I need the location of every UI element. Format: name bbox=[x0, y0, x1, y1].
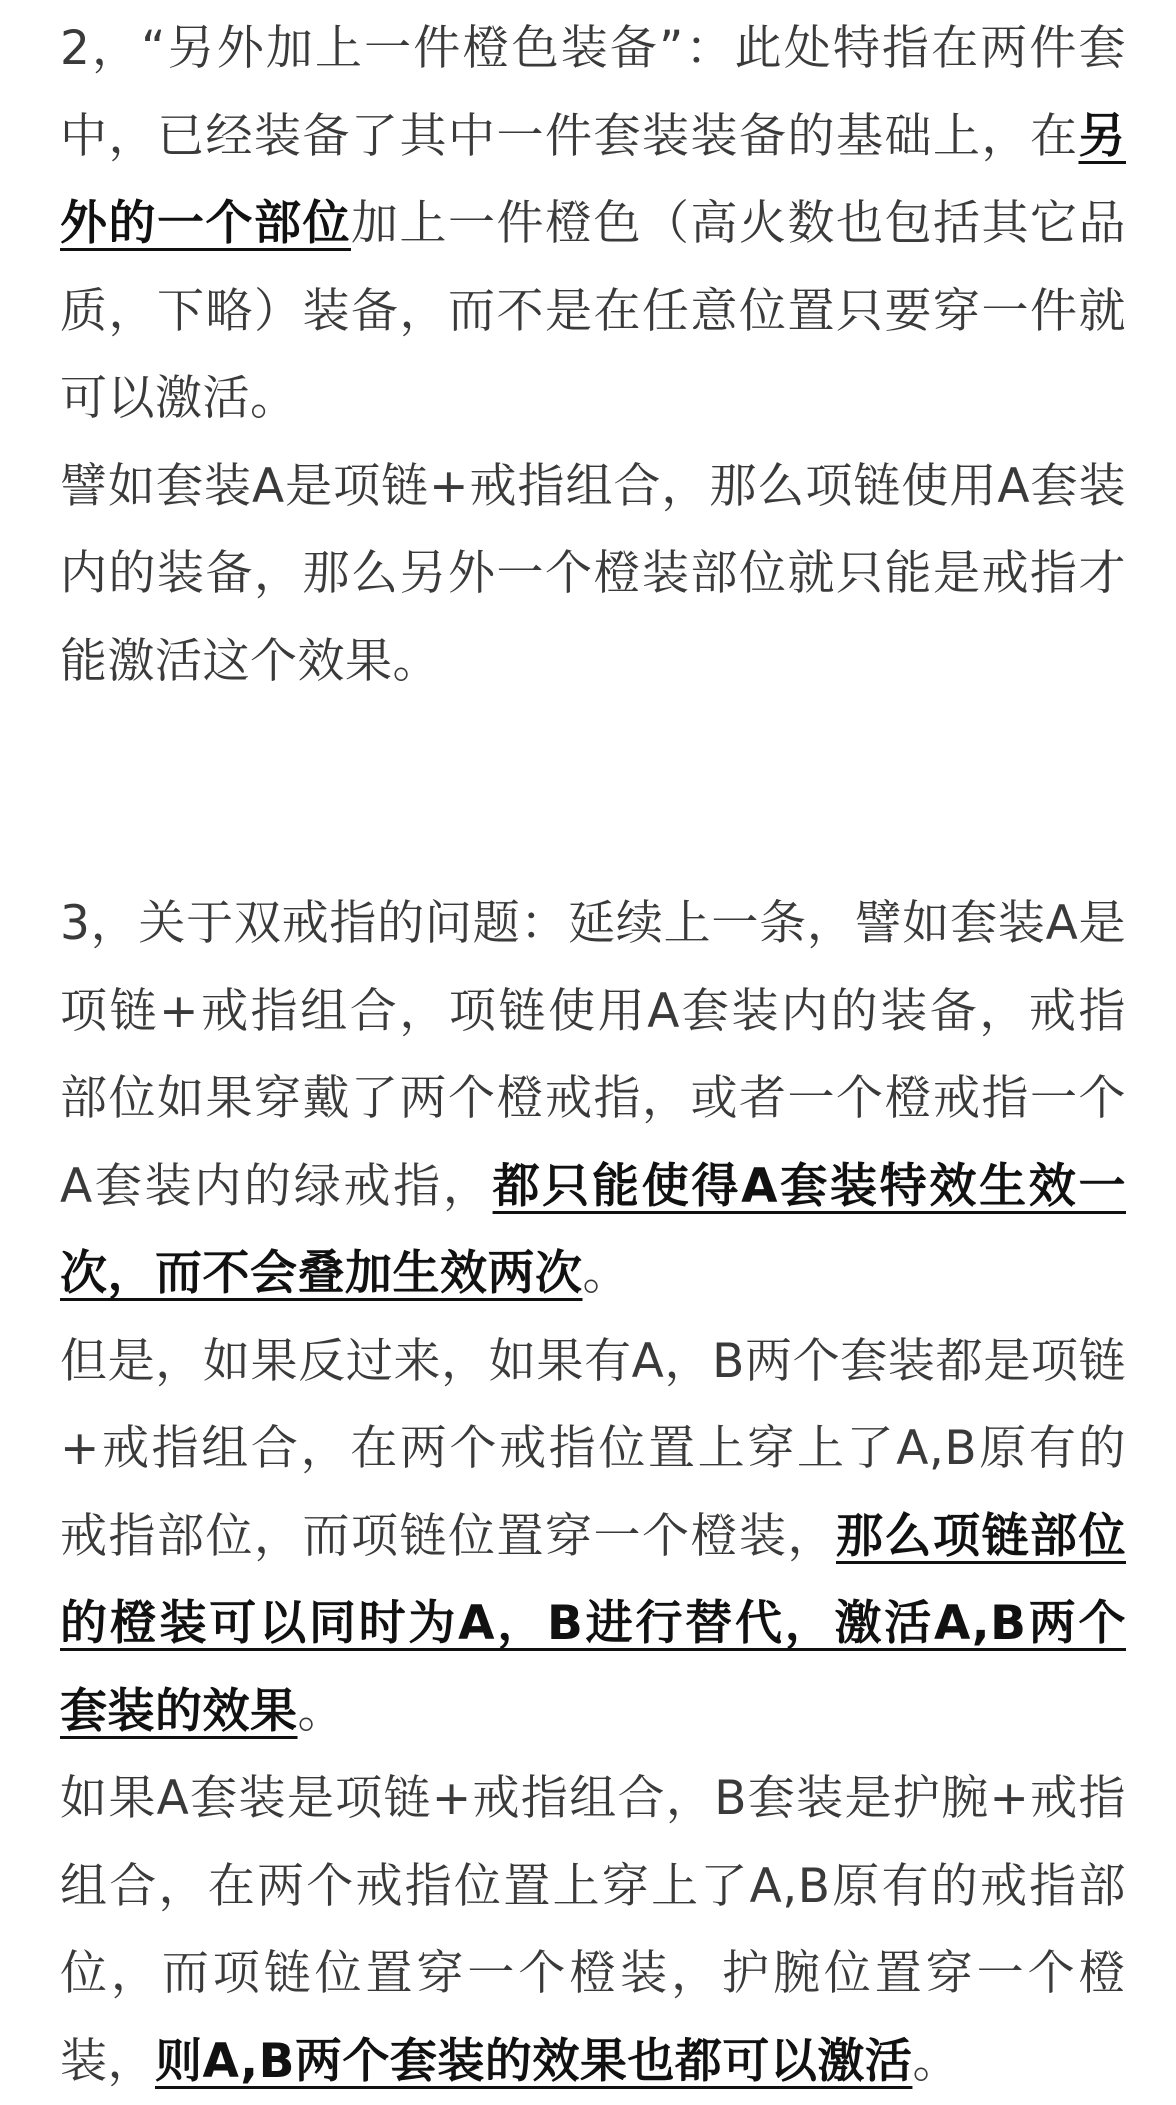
paragraph-text: 如果A套装是项链+戒指组合，B套装是护腕+戒指组合，在两个戒指位置上穿上了A,B原有的戒指部位，而项链位置穿一个橙装，护腕位置穿一个橙装， bbox=[60, 1771, 1126, 2089]
paragraph-text: 。 bbox=[297, 1683, 345, 1739]
section-divider-space bbox=[60, 705, 1126, 880]
paragraph-set-rule-2 bbox=[60, 5, 1126, 443]
paragraph-text: 加上一件橙色（高火数也包括其它品质，下略）装备，而不是在任意位置只要穿一件就可以激活。 bbox=[60, 196, 1126, 426]
paragraph-reverse-case bbox=[60, 1318, 1126, 1756]
paragraph-text: 但是，如果反过来，如果有A，B两个套装都是项链+戒指组合，在两个戒指位置上穿上了A,B原有的戒指部位，而项链位置穿一个橙装， bbox=[60, 1333, 1126, 1564]
emphasis-text: 都只能使得A套装特效生效一次，而不会叠加生效两次 bbox=[60, 1158, 1127, 1301]
emphasis-text: 另外的一个部位 bbox=[60, 108, 1126, 251]
paragraph-text: 3，关于双戒指的问题：延续上一条，譬如套装A是项链+戒指组合，项链使用A套装内的装备，戒指部位如果穿戴了两个橙戒指，或者一个橙戒指一个A套装内的绿戒指， bbox=[60, 896, 1126, 1214]
emphasis-text: 那么项链部位的橙装可以同时为A，B进行替代，激活A,B两个套装的效果 bbox=[60, 1508, 1126, 1739]
emphasis-text: 则A,B两个套装的效果也都可以激活 bbox=[155, 2033, 913, 2089]
paragraph-example-necklace-ring: 譬如套装A是项链+戒指组合，那么项链使用A套装内的装备，那么另外一个橙装部位就只能是戒指才能激活这个效果。 bbox=[60, 458, 1126, 689]
paragraph-set-rule-3 bbox=[60, 880, 1126, 1318]
paragraph-text: 。 bbox=[582, 1246, 630, 1301]
paragraph-text: 。 bbox=[912, 2033, 960, 2089]
article-body bbox=[60, 5, 1126, 2105]
paragraph-text: 2，“另外加上一件橙色装备”：此处特指在两件套中，已经装备了其中一件套装装备的基础上，在 bbox=[60, 21, 1126, 164]
paragraph-bracer-case bbox=[60, 1755, 1126, 2105]
